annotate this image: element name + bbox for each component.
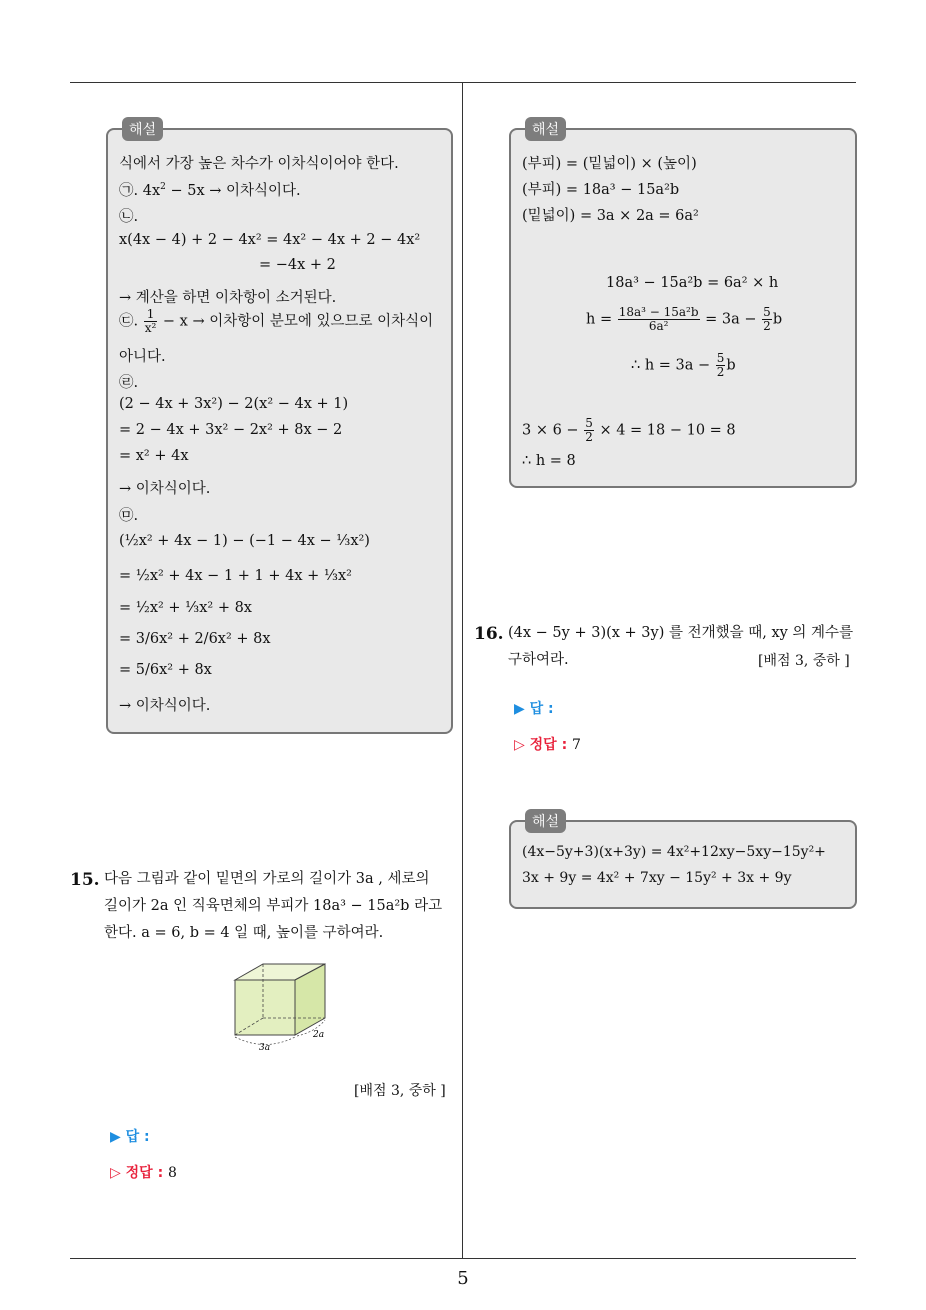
solution-line: (부피) = (밑넓이) × (높이) — [522, 156, 697, 172]
page-number: 5 — [457, 1268, 469, 1289]
solution-tag: 해설 — [525, 809, 566, 833]
solution-line: → 이차식이다. — [119, 698, 211, 714]
solution-line: 식에서 가장 높은 차수가 이차식이어야 한다. — [119, 156, 399, 172]
solution-tag: 해설 — [122, 117, 163, 141]
question-text: (4x − 5y + 3)(x + 3y) 를 전개했을 때, xy 의 계수를 구하여라. — [508, 625, 854, 668]
solution-line: h = $\frac{\text{18a³ − 15a²b}}{\text{6a²}}$ = 3a − $\frac{5}{2}$ b — [586, 305, 783, 333]
solution-line: → 계산을 하면 이차항이 소거된다. — [119, 290, 337, 306]
solution-line: x(4x − 4) + 2 − 4x² = 4x² − 4x + 2 − 4x² — [119, 232, 421, 248]
answer-prompt: ▶ 답 : — [514, 701, 554, 717]
solution-line: (½x² + 4x − 1) − (−1 − 4x − ⅓x²) — [119, 533, 370, 549]
solution-line: = 3/6x² + 2/6x² + 8x — [119, 631, 271, 647]
solution-line: ㉣. — [119, 375, 139, 391]
solution-line: ㉤. — [119, 508, 139, 524]
solution-line: = −4x + 2 — [259, 257, 336, 273]
solution-line: ㉢. $\frac{1}{\text{x²}}$ − x → 이차항이 분모에 있으므로 이차식이 — [119, 307, 434, 335]
solution-line: 아니다. — [119, 349, 166, 365]
solution-box-14 — [106, 122, 453, 734]
correct-answer: ▷ 정답 : 7 — [514, 737, 581, 753]
solution-line: = x² + 4x — [119, 448, 189, 464]
solution-line: (2 − 4x + 3x²) − 2(x² − 4x + 1) — [119, 396, 349, 412]
question-text: 다음 그림과 같이 밑면의 가로의 길이가 3a , 세로의 길이가 2a 인 직육면체의 부피가 18a³ − 15a²b 라고 한다. a = 6, b = 4 일 때, 높이를 구하여라. — [104, 871, 443, 941]
solution-line: (밑넓이) = 3a × 2a = 6a² — [522, 208, 699, 224]
solution-box-16 — [509, 814, 857, 909]
score-label: [배점 3, 중하 ] — [758, 653, 850, 669]
solution-line: 3x + 9y = 4x² + 7xy − 15y² + 3x + 9y — [522, 870, 792, 886]
solution-line: = 5/6x² + 8x — [119, 662, 212, 678]
solution-box-15 — [509, 122, 857, 488]
column-divider — [462, 82, 463, 1258]
score-label: [배점 3, 중하 ] — [354, 1083, 446, 1099]
solution-line: ∴ h = 8 — [522, 453, 576, 469]
header-rule — [70, 82, 856, 83]
correct-answer: ▷ 정답 : 8 — [110, 1165, 177, 1181]
solution-line: ∴ h = 3a − $\frac{5}{2}$ b — [631, 351, 736, 379]
cuboid-figure — [225, 960, 335, 1052]
solution-line: 3 × 6 − $\frac{5}{2}$ × 4 = 18 − 10 = 8 — [522, 416, 736, 444]
question-number: 16. — [474, 624, 504, 644]
solution-line: = ½x² + 4x − 1 + 1 + 4x + ⅓x² — [119, 568, 352, 584]
solution-line: (4x−5y+3)(x+3y) = 4x²+12xy−5xy−15y²+ — [522, 844, 826, 860]
solution-line: ㉠. $4x^2 - 5x$ → 이차식이다. — [119, 182, 301, 199]
solution-line: = 2 − 4x + 3x² − 2x² + 8x − 2 — [119, 422, 343, 438]
solution-line: 18a³ − 15a²b = 6a² × h — [606, 275, 779, 291]
width-label: 3a — [259, 1043, 271, 1052]
solution-line: (부피) = 18a³ − 15a²b — [522, 182, 680, 198]
solution-line: = ½x² + ⅓x² + 8x — [119, 600, 252, 616]
depth-label: 2a — [313, 1030, 325, 1040]
footer-rule — [70, 1258, 856, 1259]
solution-tag: 해설 — [525, 117, 566, 141]
solution-line: ㉡. — [119, 209, 139, 225]
solution-line: → 이차식이다. — [119, 481, 211, 497]
question-number: 15. — [70, 870, 100, 890]
answer-prompt: ▶ 답 : — [110, 1129, 150, 1145]
